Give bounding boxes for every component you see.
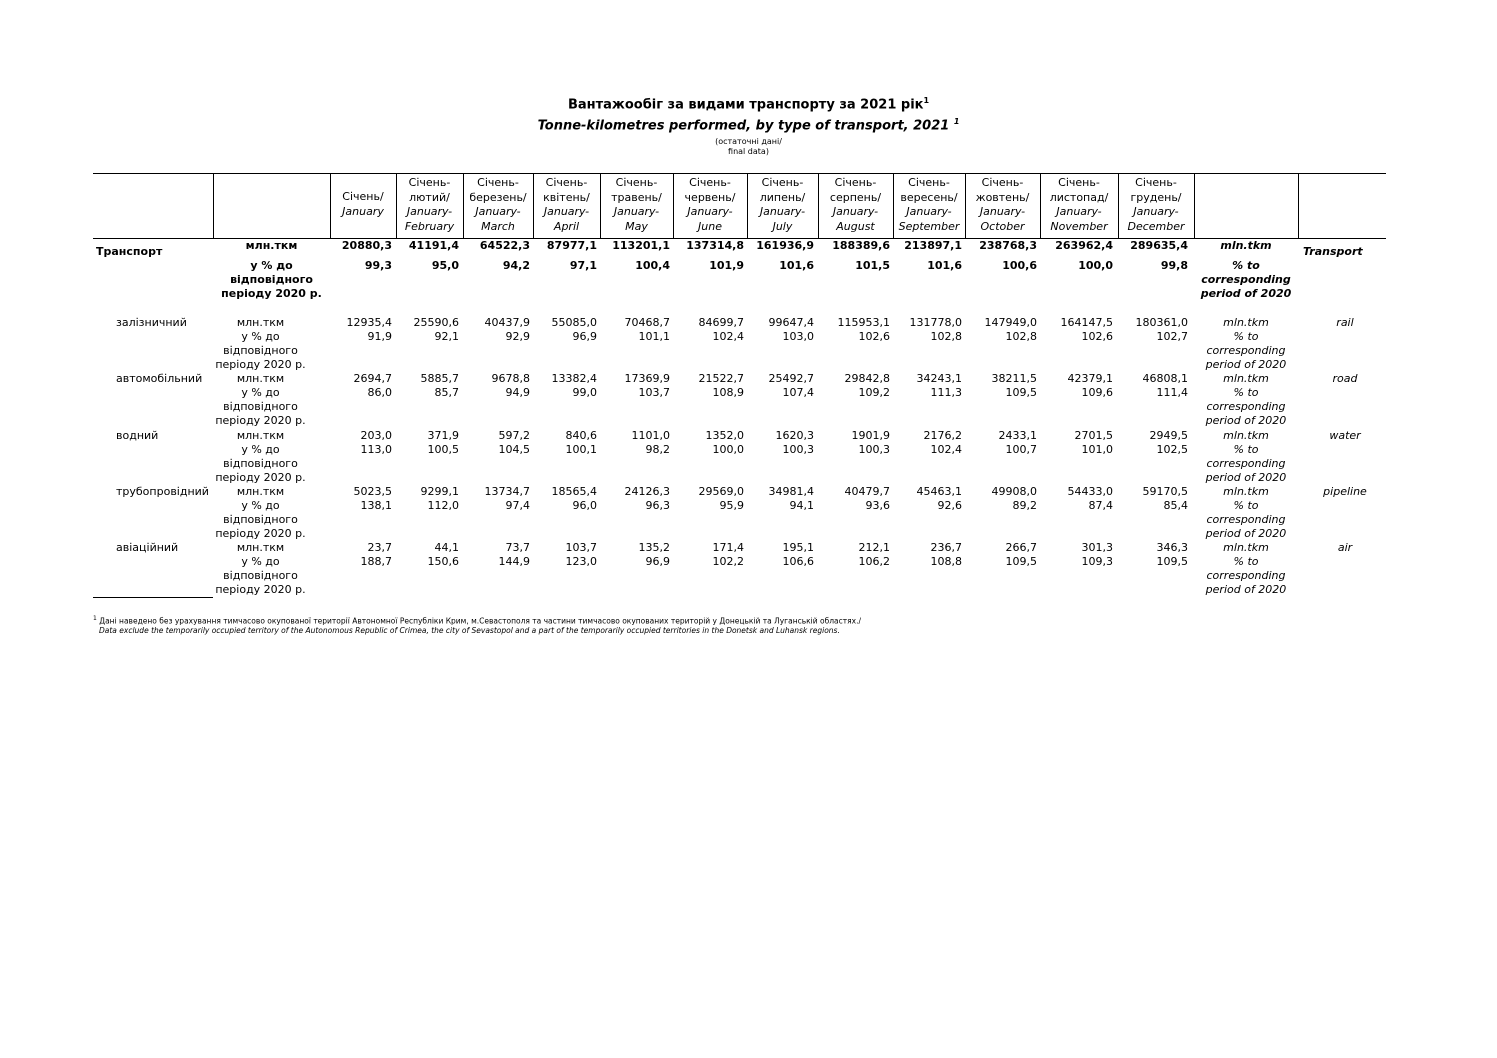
header-column-divider [1298,173,1299,238]
row-tkm-value: 40437,9 [484,316,530,329]
row-tkm-value: 49908,0 [991,485,1037,498]
row-tkm-value: 1352,0 [705,429,744,442]
row-pct-label-line: періоду 2020 р. [215,471,306,484]
row-pct-label-en-line: corresponding [1206,457,1286,470]
row-pct-label-line: періоду 2020 р. [215,414,306,427]
column-header-en: January- [475,205,521,218]
row-tkm-value: 29569,0 [698,485,744,498]
row-tkm-value: 84699,7 [698,316,744,329]
row-pct-label-en-line: corresponding [1206,400,1286,413]
row-pct-value: 106,6 [782,555,814,568]
row-tkm-value: 1901,9 [851,429,890,442]
row-pct-value: 109,2 [858,386,890,399]
footnote-en: Data exclude the temporarily occupied territory of the Autonomous Republic of Crimea, the city of Sevastopol and a part of the temporarily occupied territories in the Donetsk and Luhansk regions. [99,626,840,635]
row-pct-label-en-line: period of 2020 [1205,471,1287,484]
row-unit-ua: млн.ткм [236,485,285,498]
row-pct-value: 144,9 [498,555,530,568]
total-pct-label-en-line: period of 2020 [1200,287,1292,300]
total-tkm-value: 20880,3 [341,239,392,252]
row-tkm-value: 9678,8 [491,372,530,385]
row-tkm-value: 25590,6 [413,316,459,329]
column-header-en: May [625,219,648,233]
column-header [600,176,673,234]
column-header [533,176,600,234]
row-tkm-value: 59170,5 [1142,485,1188,498]
row-tkm-value: 13382,4 [551,372,597,385]
column-header-en: February [404,219,455,233]
row-unit-ua: млн.ткм [236,372,285,385]
column-header-en: September [898,219,960,233]
row-pct-label-line: відповідного [223,569,298,582]
row-pct-label-en-line: period of 2020 [1205,583,1287,596]
total-pct-value: 100,6 [1002,259,1037,272]
total-unit-ua: млн.ткм [245,239,298,252]
total-pct-value: 101,9 [709,259,744,272]
row-pct-value: 100,7 [1005,443,1037,456]
row-tkm-value: 24126,3 [624,485,670,498]
row-pct-label-en [1194,386,1298,428]
row-tkm-value: 44,1 [434,541,459,554]
row-label-en: road [1332,372,1358,385]
row-pct-label-en-line: corresponding [1206,569,1286,582]
row-unit-en: mln.tkm [1223,541,1269,554]
total-unit-en: mln.tkm [1220,239,1272,252]
column-header [965,176,1040,234]
total-pct-label-en-line: corresponding [1201,273,1291,286]
column-header-en: January- [613,205,660,218]
row-pct-label-en-line: corresponding [1206,344,1286,357]
column-header-ua: Січень/ [342,190,384,203]
row-pct-value: 102,2 [712,555,744,568]
row-pct-value: 106,2 [858,555,890,568]
row-pct-value: 109,5 [1156,555,1188,568]
column-header-en: December [1127,219,1185,233]
total-pct-label-line: періоду 2020 р. [221,287,322,300]
row-pct-value: 96,0 [572,499,597,512]
row-pct-label-ua [213,330,308,372]
row-pct-value: 96,3 [645,499,670,512]
row-tkm-value: 23,7 [367,541,392,554]
total-pct-value: 99,8 [1160,259,1188,272]
row-pct-label-line: періоду 2020 р. [215,358,306,371]
row-pct-value: 109,5 [1005,386,1037,399]
total-pct-value: 94,2 [502,259,530,272]
row-tkm-value: 18565,4 [551,485,597,498]
row-pct-value: 96,9 [645,555,670,568]
row-label-en: water [1329,429,1361,442]
total-pct-value: 99,3 [364,259,392,272]
row-tkm-value: 1620,3 [775,429,814,442]
row-pct-value: 107,4 [782,386,814,399]
column-header [893,176,965,234]
row-pct-label-line: відповідного [223,344,298,357]
total-pct-value: 101,6 [779,259,814,272]
row-pct-value: 102,5 [1156,443,1188,456]
row-pct-value: 103,0 [782,330,814,343]
row-tkm-value: 164147,5 [1060,316,1113,329]
subtitle-footnote-mark: 1 [953,117,960,126]
total-pct-value: 97,1 [569,259,597,272]
column-header-ua: березень/ [469,190,527,204]
row-pct-value: 85,7 [434,386,459,399]
row-pct-label-en-line: corresponding [1206,513,1286,526]
row-pct-value: 104,5 [498,443,530,456]
row-label-ua: водний [116,429,159,442]
column-header [463,176,533,234]
row-pct-value: 100,3 [858,443,890,456]
row-pct-label-line: періоду 2020 р. [215,583,306,596]
row-pct-label-en [1194,555,1298,597]
row-tkm-value: 371,9 [427,429,459,442]
row-pct-label-en [1194,330,1298,372]
column-header-en: January- [979,205,1026,218]
column-header-ua: Січень- [545,176,588,189]
footnote-ua [93,614,861,627]
row-tkm-value: 45463,1 [916,485,962,498]
total-tkm-value: 41191,4 [408,239,459,252]
total-pct-value: 101,5 [855,259,890,272]
row-pct-value: 100,5 [427,443,459,456]
row-tkm-value: 54433,0 [1067,485,1113,498]
row-tkm-value: 40479,7 [844,485,890,498]
title-footnote-mark: 1 [923,96,930,105]
row-pct-value: 86,0 [367,386,392,399]
row-pct-value: 102,6 [858,330,890,343]
row-pct-value: 95,9 [719,499,744,512]
note-en: final data) [728,147,769,156]
row-tkm-value: 17369,9 [624,372,670,385]
row-pct-value: 98,2 [645,443,670,456]
column-header [330,190,396,219]
row-pct-value: 109,5 [1005,555,1037,568]
row-tkm-value: 73,7 [505,541,530,554]
row-pct-value: 96,9 [572,330,597,343]
row-pct-value: 100,3 [782,443,814,456]
row-tkm-value: 12935,4 [346,316,392,329]
row-tkm-value: 2176,2 [923,429,962,442]
column-header-en: November [1050,219,1108,233]
column-header-en: March [481,219,515,233]
column-header-ua: серпень/ [829,190,882,204]
column-header-ua: грудень/ [1130,190,1182,204]
column-header-ua: Січень- [689,176,731,189]
total-tkm-value: 289635,4 [1130,239,1188,252]
total-tkm-value: 188389,6 [832,239,890,252]
column-header-ua: липень/ [759,190,806,204]
row-pct-value: 108,8 [930,555,962,568]
row-pct-value: 102,4 [930,443,962,456]
row-pct-value: 101,1 [638,330,670,343]
column-header [818,176,893,234]
row-tkm-value: 2949,5 [1149,429,1188,442]
column-header-ua: Січень- [834,176,877,189]
column-header-ua: Січень- [615,176,658,189]
row-pct-value: 113,0 [360,443,392,456]
row-tkm-value: 840,6 [565,429,597,442]
column-header [747,176,818,234]
row-tkm-value: 2701,5 [1074,429,1113,442]
row-tkm-value: 147949,0 [984,316,1037,329]
row-tkm-value: 346,3 [1156,541,1188,554]
row-pct-value: 97,4 [505,499,530,512]
row-tkm-value: 2694,7 [353,372,392,385]
row-pct-label-line: відповідного [223,400,298,413]
row-unit-ua: млн.ткм [236,316,285,329]
row-tkm-value: 25492,7 [768,372,814,385]
total-tkm-value: 213897,1 [904,239,962,252]
row-tkm-value: 21522,7 [698,372,744,385]
row-pct-value: 150,6 [427,555,459,568]
row-unit-en: mln.tkm [1223,485,1269,498]
row-pct-value: 112,0 [427,499,459,512]
row-pct-label-line: у % до [241,330,280,343]
row-pct-value: 102,6 [1081,330,1113,343]
row-label-ua: трубопровідний [116,485,209,498]
data-status-note [0,137,1497,157]
row-tkm-value: 5023,5 [353,485,392,498]
row-tkm-value: 203,0 [360,429,392,442]
row-pct-value: 93,6 [865,499,890,512]
row-pct-value: 92,1 [434,330,459,343]
row-pct-value: 188,7 [360,555,392,568]
row-pct-label-ua [213,386,308,428]
row-pct-value: 92,9 [505,330,530,343]
row-tkm-value: 38211,5 [991,372,1037,385]
row-tkm-value: 180361,0 [1135,316,1188,329]
row-tkm-value: 99647,4 [768,316,814,329]
column-header-en: October [980,219,1025,233]
row-pct-value: 94,1 [789,499,814,512]
column-header-en: January- [906,205,952,218]
row-pct-value: 87,4 [1088,499,1113,512]
row-pct-value: 102,8 [1005,330,1037,343]
column-header [1040,176,1118,234]
total-pct-label-ua [213,259,330,301]
column-header [1118,176,1194,234]
header-column-divider [213,173,214,238]
row-tkm-value: 5885,7 [420,372,459,385]
row-pct-label-line: у % до [241,499,280,512]
row-pct-value: 102,7 [1156,330,1188,343]
row-tkm-value: 9299,1 [420,485,459,498]
row-pct-label-line: у % до [241,555,280,568]
row-pct-value: 109,6 [1081,386,1113,399]
row-pct-value: 100,0 [712,443,744,456]
row-label-ua: автомобільний [116,372,203,385]
total-pct-value: 95,0 [431,259,459,272]
row-pct-label-line: відповідного [223,513,298,526]
page-subtitle [0,117,1497,133]
column-header-ua: вересень/ [900,190,958,204]
total-tkm-value: 64522,3 [479,239,530,252]
row-tkm-value: 131778,0 [909,316,962,329]
column-header-en: January [342,204,384,218]
row-tkm-value: 115953,1 [837,316,890,329]
column-header-ua: Січень- [1135,176,1177,189]
row-pct-value: 111,3 [930,386,962,399]
row-pct-label-ua [213,443,308,485]
row-pct-label-line: у % до [241,386,280,399]
row-pct-label-en [1194,443,1298,485]
row-pct-label-line: у % до [241,443,280,456]
header-column-divider [1194,173,1195,238]
total-tkm-value: 113201,1 [612,239,670,252]
row-pct-value: 138,1 [360,499,392,512]
row-pct-value: 111,4 [1156,386,1188,399]
row-tkm-value: 1101,0 [631,429,670,442]
total-pct-value: 100,4 [635,259,670,272]
total-pct-label-line: у % до [250,259,293,272]
row-pct-label-en-line: % to [1233,330,1259,343]
row-tkm-value: 46808,1 [1142,372,1188,385]
row-tkm-value: 171,4 [712,541,744,554]
column-header-ua: лютий/ [409,190,450,204]
column-header-ua: Січень- [981,176,1024,189]
row-label-en: rail [1336,316,1354,329]
column-header-en: January- [1133,205,1179,218]
column-header-en: April [553,219,580,233]
column-header-en: January- [687,205,733,218]
footnote-mark: 1 [93,615,97,622]
total-pct-value: 101,6 [927,259,962,272]
column-header [396,176,463,234]
row-pct-value: 108,9 [712,386,744,399]
row-pct-label-en-line: % to [1233,499,1259,512]
total-tkm-value: 161936,9 [756,239,814,252]
row-pct-value: 94,9 [505,386,530,399]
row-pct-label-ua [213,555,308,597]
row-pct-value: 92,6 [937,499,962,512]
row-pct-value: 99,0 [572,386,597,399]
note-ua: (остаточні дані/ [715,137,782,146]
column-header-en: January- [832,205,879,218]
row-label-en: air [1337,541,1353,554]
total-label-en: Transport [1303,245,1363,258]
column-header-en: June [698,219,722,233]
row-pct-label-en-line: % to [1233,386,1259,399]
row-unit-en: mln.tkm [1223,316,1269,329]
total-tkm-value: 238768,3 [979,239,1037,252]
row-pct-label-ua [213,499,308,541]
row-pct-value: 91,9 [367,330,392,343]
column-header-ua: квітень/ [543,190,590,204]
row-tkm-value: 34981,4 [768,485,814,498]
row-unit-ua: млн.ткм [236,429,285,442]
column-header-en: August [836,219,875,233]
row-tkm-value: 34243,1 [916,372,962,385]
column-header [673,176,747,234]
row-pct-label-en-line: period of 2020 [1205,358,1287,371]
column-header-ua: Січень- [908,176,950,189]
row-unit-en: mln.tkm [1223,429,1269,442]
row-label-ua: залізничний [116,316,187,329]
column-header-ua: листопад/ [1049,190,1109,204]
row-tkm-value: 301,3 [1081,541,1113,554]
total-tkm-value: 87977,1 [546,239,597,252]
total-pct-label-line: відповідного [230,273,313,286]
row-pct-label-en-line: % to [1233,555,1259,568]
column-header-en: January- [759,205,806,218]
row-pct-value: 102,8 [930,330,962,343]
row-tkm-value: 55085,0 [551,316,597,329]
row-tkm-value: 597,2 [498,429,530,442]
row-pct-value: 89,2 [1012,499,1037,512]
row-pct-label-en-line: period of 2020 [1205,414,1287,427]
row-tkm-value: 212,1 [858,541,890,554]
column-header-en: January- [406,205,453,218]
row-tkm-value: 135,2 [638,541,670,554]
row-tkm-value: 29842,8 [844,372,890,385]
column-header-en: January- [543,205,590,218]
row-pct-value: 100,1 [565,443,597,456]
row-pct-value: 85,4 [1163,499,1188,512]
row-unit-ua: млн.ткм [236,541,285,554]
row-pct-value: 101,0 [1081,443,1113,456]
row-tkm-value: 2433,1 [998,429,1037,442]
total-pct-value: 100,0 [1078,259,1113,272]
title-text: Вантажообіг за видами транспорту за 2021 рік [567,97,924,113]
row-tkm-value: 236,7 [930,541,962,554]
row-tkm-value: 103,7 [565,541,597,554]
row-tkm-value: 195,1 [782,541,814,554]
row-pct-value: 109,3 [1081,555,1113,568]
row-pct-label-en-line: period of 2020 [1205,527,1287,540]
row-tkm-value: 13734,7 [484,485,530,498]
column-header-en: January- [1056,205,1102,218]
column-header-ua: Січень- [477,176,519,189]
row-pct-value: 102,4 [712,330,744,343]
row-tkm-value: 266,7 [1005,541,1037,554]
total-label-ua: Транспорт [96,245,163,258]
total-tkm-value: 137314,8 [686,239,744,252]
total-tkm-value: 263962,4 [1055,239,1113,252]
column-header-ua: Січень- [408,176,451,189]
row-pct-value: 103,7 [638,386,670,399]
page-title [0,96,1497,112]
footnote-separator [93,597,213,598]
column-header-ua: травень/ [611,190,662,204]
row-label-en: pipeline [1323,485,1367,498]
row-pct-label-line: відповідного [223,457,298,470]
subtitle-text: Tonne-kilometres performed, by type of transport, 2021 [537,118,950,134]
row-pct-label-en [1194,499,1298,541]
row-pct-value: 123,0 [565,555,597,568]
column-header-ua: червень/ [684,190,736,204]
row-tkm-value: 42379,1 [1067,372,1113,385]
total-pct-label-en-line: % to [1232,259,1260,272]
row-unit-en: mln.tkm [1223,372,1269,385]
column-header-ua: жовтень/ [975,190,1030,204]
row-pct-label-line: періоду 2020 р. [215,527,306,540]
column-header-ua: Січень- [761,176,804,189]
table-top-border [93,173,1386,174]
row-label-ua: авіаційний [116,541,179,554]
row-pct-label-en-line: % to [1233,443,1259,456]
column-header-en: July [772,219,793,233]
footnote-ua-text: Дані наведено без урахування тимчасово окупованої території Автономної Республіки Крим, м.Севастополя та частини тимчасово окупованих територій у Донецькій та Луганській областях./ [99,616,861,626]
total-pct-label-en [1194,259,1298,301]
column-header-ua: Січень- [1058,176,1100,189]
row-tkm-value: 70468,7 [624,316,670,329]
